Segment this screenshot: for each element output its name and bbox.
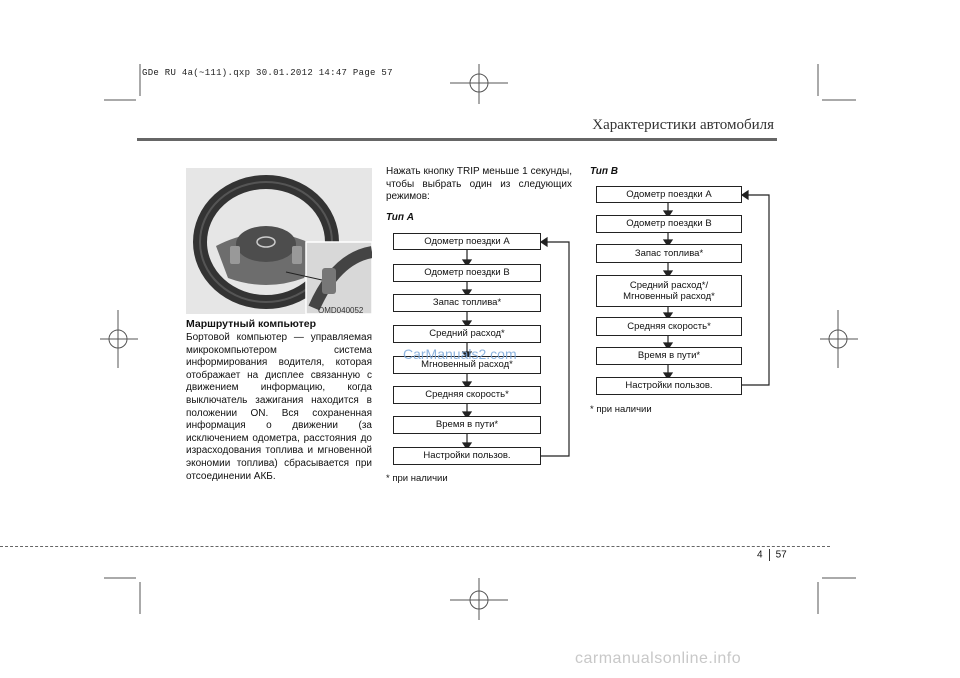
page-number <box>757 549 787 561</box>
type-b-item: Запас топлива* <box>596 244 742 263</box>
photo-code: OMD040052 <box>318 306 364 315</box>
type-a-item: Запас топлива* <box>393 294 541 312</box>
type-a-item: Средняя скорость* <box>393 386 541 404</box>
print-header: GDe RU 4a(~111).qxp 30.01.2012 14:47 Page 57 <box>142 68 393 78</box>
type-a-item: Время в пути* <box>393 416 541 434</box>
header-rule <box>137 138 777 141</box>
watermark-top: CarManuals2.com <box>403 346 517 362</box>
steering-wheel-image <box>186 168 372 314</box>
footer-dashed-rule <box>0 546 830 547</box>
intro-heading: Маршрутный компьютер <box>186 318 317 330</box>
page-number-value: 57 <box>775 549 787 561</box>
watermark-bottom: carmanualsonline.info <box>575 650 742 667</box>
type-b-item: Время в пути* <box>596 347 742 365</box>
type-a-label: Тип A <box>386 212 414 223</box>
type-a-item: Мгновенный расход* <box>393 356 541 374</box>
type-a-footnote: * при наличии <box>386 473 448 484</box>
type-a-item: Средний расход* <box>393 325 541 343</box>
type-b-item: Настройки пользов. <box>596 377 742 395</box>
intro-body: Бортовой компьютер — управляемая микрокомпьютером система информирования водителя, которая отображает на дисплее связанную с движением информацию, когда выключатель зажигания находится в положении ON. Вся сохраненная информация о движении (за исключением одометра, расстояния до израсходования топлива и мгновенной экономии топлива) сбрасывается при отсоединении АКБ. <box>186 332 372 482</box>
type-b-label: Тип B <box>590 166 618 177</box>
instruction-text: Нажать кнопку TRIP меньше 1 секунды, чтобы выбрать один из следующих режимов: <box>386 166 572 203</box>
type-b-item: Средняя скорость* <box>596 317 742 336</box>
type-a-item: Одометр поездки B <box>393 264 541 282</box>
type-b-footnote: * при наличии <box>590 404 652 415</box>
type-b-item: Средний расход*/ Мгновенный расход* <box>596 275 742 307</box>
type-a-item: Настройки пользов. <box>393 447 541 465</box>
type-b-item: Одометр поездки B <box>596 215 742 233</box>
chapter-number: 4 <box>757 549 763 561</box>
type-a-item: Одометр поездки A <box>393 233 541 250</box>
section-title: Характеристики автомобиля <box>592 117 774 133</box>
type-b-item: Одометр поездки A <box>596 186 742 203</box>
